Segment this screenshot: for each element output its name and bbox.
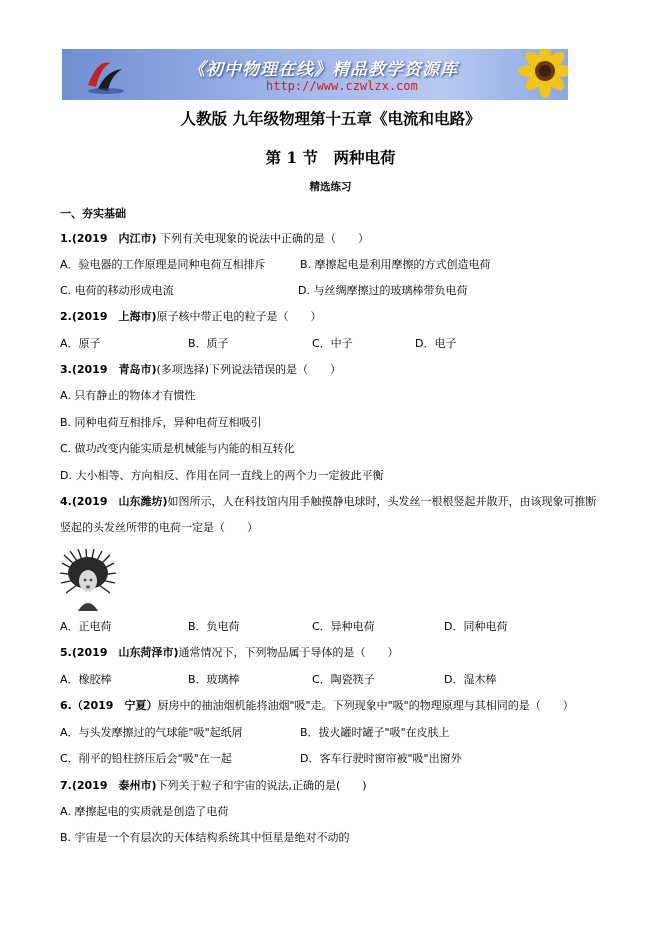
question-4-stem-cont: 竖起的头发丝所带的电荷一定是（ ） — [60, 521, 258, 534]
part-heading: 一、夯实基础 — [60, 207, 126, 220]
question-number: 3. — [60, 363, 72, 376]
question-4-stem — [60, 495, 597, 509]
site-logo-icon — [84, 55, 128, 95]
q5-option-b: B．玻璃棒 — [188, 673, 240, 686]
q6-option-d: D．客车行驶时窗帘被"吸"出窗外 — [300, 752, 462, 765]
q7-option-b: B. 宇宙是一个有层次的天体结构系统其中恒星是绝对不动的 — [60, 831, 350, 844]
q6-option-b: B．拔火罐时罐子"吸"在皮肤上 — [300, 726, 450, 739]
banner-url: http://www.czwlzx.com — [266, 79, 418, 93]
question-source: (2019 山东菏泽市) — [71, 646, 179, 659]
q5-option-d: D．湿木棒 — [444, 673, 497, 686]
question-1-stem — [60, 232, 369, 246]
q3-option-d: D. 大小相等、方向相反、作用在同一直线上的两个力一定彼此平衡 — [60, 469, 384, 482]
question-number: 2. — [60, 310, 72, 323]
question-number: 7. — [60, 779, 72, 792]
q1-option-d: D. 与丝绸摩擦过的玻璃棒带负电荷 — [298, 284, 468, 297]
q2-option-a: A．原子 — [60, 337, 101, 350]
question-2-stem — [60, 310, 322, 324]
question-source: (2019 青岛市) — [71, 363, 157, 376]
q3-option-b: B. 同种电荷互相排斥，异种电荷互相吸引 — [60, 416, 262, 429]
question-6-stem — [60, 699, 574, 713]
question-text: 下列有关电现象的说法中正确的是（ ） — [160, 232, 370, 245]
question-text: (多项选择)下列说法错误的是（ ） — [156, 363, 342, 376]
static-hair-figure — [60, 549, 116, 611]
question-number: 1. — [60, 232, 72, 245]
sunflower-icon — [517, 49, 568, 100]
q6-option-c: C．削平的铅柱挤压后会"吸"在一起 — [60, 752, 232, 765]
q6-option-a: A．与头发摩擦过的气球能"吸"起纸屑 — [60, 726, 243, 739]
q2-option-d: D．电子 — [415, 337, 457, 350]
q1-option-c: C. 电荷的移动形成电流 — [60, 284, 174, 297]
q2-option-b: B．质子 — [188, 337, 229, 350]
section-title: 第 1 节 两种电荷 — [265, 148, 396, 167]
q4-option-d: D．同种电荷 — [444, 620, 508, 633]
question-3-stem — [60, 363, 341, 377]
question-source: (2019 上海市) — [71, 310, 157, 323]
question-number: 5. — [60, 646, 72, 659]
q4-option-a: A．正电荷 — [60, 620, 112, 633]
question-text: 通常情况下，下列物品属于导体的是（ ） — [178, 646, 399, 659]
q7-option-a: A. 摩擦起电的实质就是创造了电荷 — [60, 805, 229, 818]
question-source: (2019 内江市) — [71, 232, 157, 245]
question-source: (2019 山东潍坊) — [71, 495, 168, 508]
page-subtitle: 精选练习 — [309, 181, 352, 193]
q5-option-a: A．橡胶棒 — [60, 673, 112, 686]
question-source: (2019 泰州市) — [71, 779, 157, 792]
q3-option-c: C. 做功改变内能实质是机械能与内能的相互转化 — [60, 442, 295, 455]
header-banner — [62, 49, 568, 100]
question-7-stem — [60, 779, 367, 793]
q5-option-c: C．陶瓷筷子 — [312, 673, 375, 686]
q4-option-c: C．异种电荷 — [312, 620, 375, 633]
question-text: 原子核中带正电的粒子是（ ） — [156, 310, 322, 323]
question-text: 下列关于粒子和宇宙的说法,正确的是( ) — [156, 779, 367, 792]
banner-title: 《初中物理在线》精品教学资源库 — [188, 60, 458, 80]
question-5-stem — [60, 646, 399, 660]
question-number: 4. — [60, 495, 72, 508]
q1-option-a: A．验电器的工作原理是同种电荷互相排斥 — [60, 258, 266, 271]
q2-option-c: C．中子 — [312, 337, 353, 350]
q3-option-a: A. 只有静止的物体才有惯性 — [60, 389, 196, 402]
question-source: （2019 宁夏） — [71, 699, 158, 712]
q1-option-b: B. 摩擦起电是利用摩擦的方式创造电荷 — [300, 258, 491, 271]
page-title: 人教版 九年级物理第十五章《电流和电路》 — [180, 109, 481, 128]
question-number: 6. — [60, 699, 72, 712]
question-text: 厨房中的抽油烟机能将油烟"吸"走。下列现象中"吸"的物理原理与其相同的是（ ） — [157, 699, 574, 712]
question-text: 如图所示，人在科技馆内用手触摸静电球时，头发丝一根根竖起并散开，由该现象可推断 — [167, 495, 597, 508]
q4-option-b: B．负电荷 — [188, 620, 240, 633]
